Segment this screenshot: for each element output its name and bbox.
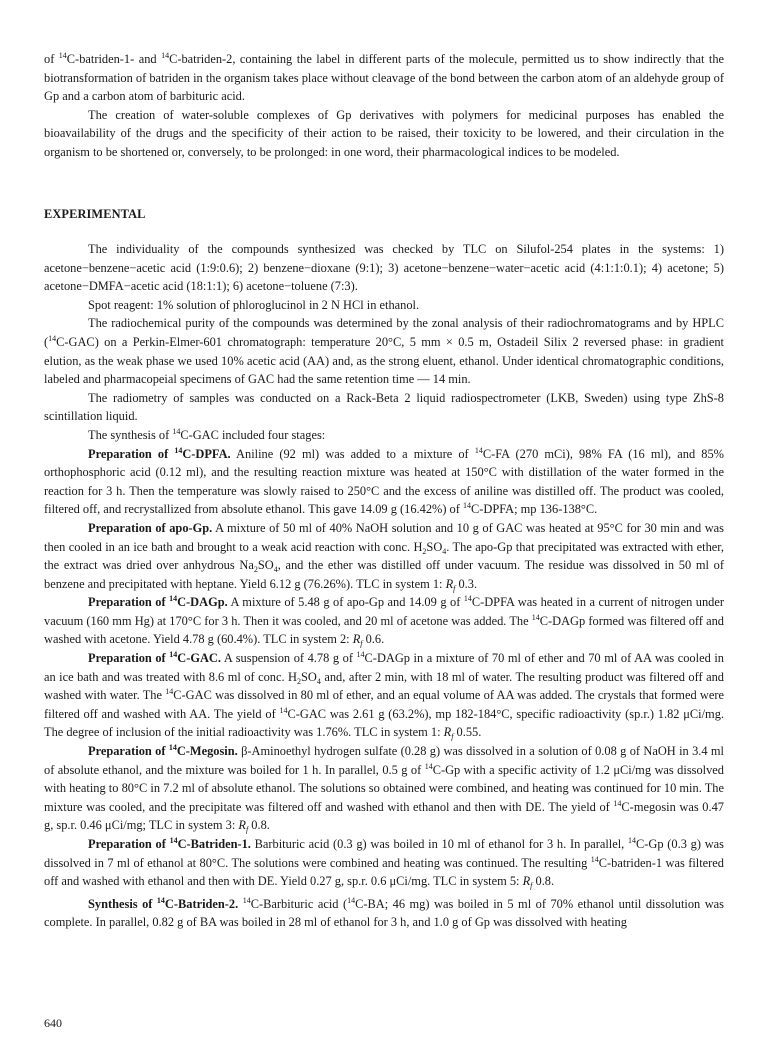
text: C-Batriden-2. bbox=[164, 896, 239, 911]
subheading bbox=[88, 651, 221, 665]
text: C-DPFA. bbox=[182, 446, 231, 461]
isotope-superscript: 14 bbox=[424, 761, 433, 771]
paragraph bbox=[44, 50, 724, 106]
paragraph-megosin bbox=[44, 742, 724, 835]
text: SO bbox=[257, 558, 274, 573]
text: . The apo-Gp that precipitated was extracted with ether, the extract was dried over anhydrous Na bbox=[44, 539, 725, 573]
subheading bbox=[88, 897, 238, 911]
isotope-superscript: 14 bbox=[628, 836, 636, 845]
text: C-Batriden-1. bbox=[177, 837, 251, 851]
text: A mixture of 5.48 g of apo-Gp and 14.09 g of bbox=[227, 595, 464, 610]
paragraph-gac bbox=[44, 649, 724, 742]
text: 0.6. bbox=[362, 632, 385, 647]
subscript: f bbox=[451, 732, 454, 742]
subscript: f bbox=[245, 825, 249, 835]
isotope-superscript: 14 bbox=[165, 687, 174, 697]
text: C-GAC was 2.61 g (63.2%), mp 182-184°C, specific radioactivity (sp.r.) 1.82 μCi/mg. The degree of inclusion of the initial radioactivity was 1.76%. TLC in system 1: bbox=[44, 706, 724, 740]
text: C-GAC was dissolved in 80 ml of ether, and an equal volume of AA was added. The crystals that formed were filtered off and washed with AA. The yield of bbox=[44, 688, 724, 721]
text: 0.8. bbox=[248, 818, 270, 833]
isotope-superscript: 14 bbox=[169, 836, 178, 845]
paragraph: The individuality of the compounds synthesized was checked by TLC on Silufol-254 plates in the systems: 1) acetone−benzene−acetic acid (1:9:0.6); 2) benzene−dioxane (9:1); 3) acetone−benzene−water−acetic acid (4:1:1:0.1); 4) acetone; 5) acetone−DMFA−acetic acid (18:1:1); 6) acetone−toluene (7:3). bbox=[44, 242, 724, 294]
isotope-superscript: 14 bbox=[168, 743, 177, 753]
subscript: f bbox=[530, 881, 533, 891]
text: of bbox=[44, 52, 59, 66]
text: C-BA; 46 mg) was boiled in 5 ml of 70% ethanol until dissolution was complete. In parallel, 0.82 g of BA was boiled in 28 ml of ethanol for 3 h, and 1.0 g of Gp was dissolved with heating bbox=[44, 896, 724, 930]
paragraph-batriden-2 bbox=[44, 895, 724, 932]
subheading bbox=[88, 447, 231, 461]
subheading bbox=[88, 837, 251, 851]
paragraph-dagp bbox=[44, 593, 724, 649]
text: C-batriden-2, containing the label in different parts of the molecule, permitted us to show indirectly that the biotransformation of batriden in the organism takes place without cleavage of the bond between the carbon atom of an aldehyde group of Gp and a carbon atom of barbituric acid. bbox=[44, 52, 725, 104]
text: C-Gp with a specific activity of 1.2 μCi/mg was dissolved with heating to 80°C in 7.2 ml of absolute ethanol. The solutions so obtained were combined, and heating was continued for 10 min. The mixture was cooled, and the precipitate was filtered off and washed with ethanol and then with DE. The yield of bbox=[44, 762, 724, 814]
text: C-GAC included four stages: bbox=[180, 427, 326, 442]
subscript: f bbox=[453, 583, 456, 593]
experimental-section bbox=[44, 240, 724, 932]
text: SO bbox=[301, 669, 317, 684]
subheading: Preparation of apo-Gp. bbox=[88, 520, 213, 535]
text: C-DAGp. bbox=[177, 595, 228, 610]
text: Aniline (92 ml) was added to a mixture of bbox=[230, 446, 475, 461]
text: 0.55. bbox=[453, 725, 482, 740]
text: and, after 2 min, with 18 ml of water. The resulting product was filtered off and washed with water. The bbox=[44, 669, 724, 703]
subscript: f bbox=[360, 639, 363, 649]
subscript: 4 bbox=[316, 676, 321, 686]
text: C-DAGp formed was filtered off and washed with acetone. Yield 4.78 g (60.4%). TLC in system 2: bbox=[44, 613, 724, 647]
text: The radiochemical purity of the compounds was determined by the zonal analysis of their radiochromatograms and by HPLC ( bbox=[44, 316, 724, 349]
subscript: 2 bbox=[253, 565, 258, 575]
paragraph bbox=[44, 314, 724, 388]
subscript: 2 bbox=[422, 546, 427, 556]
isotope-superscript: 14 bbox=[48, 333, 57, 343]
isotope-superscript: 14 bbox=[531, 612, 540, 622]
subscript: 2 bbox=[297, 676, 302, 686]
rf-symbol: R bbox=[352, 632, 361, 647]
text: C-batriden-1 was filtered off and washed with ethanol and then with DE. Yield 0.27 g, sp.r. 0.6 μCi/mg. TLC in system 5: bbox=[44, 855, 724, 889]
rf-symbol: R bbox=[522, 874, 531, 889]
text: Preparation of bbox=[88, 595, 170, 610]
text: 0.3. bbox=[455, 576, 478, 591]
isotope-superscript: 14 bbox=[590, 854, 599, 864]
isotope-superscript: 14 bbox=[169, 650, 178, 660]
paragraph: The creation of water-soluble complexes of Gp derivatives with polymers for medicinal purposes has enabled the bioavailability of the drugs and the specificity of their action to be raised, their toxicity to be lowered, and their circulation in the organism to be shortened or, conversely, to be prolonged: in one word, their pharmacological indices to be modeled. bbox=[44, 107, 724, 159]
intro-text bbox=[44, 50, 724, 162]
isotope-superscript: 14 bbox=[58, 51, 67, 60]
paragraph-batriden-1 bbox=[44, 835, 724, 891]
paragraph-apogp bbox=[44, 519, 724, 593]
text: The synthesis of bbox=[88, 427, 173, 442]
subscript: 4 bbox=[273, 565, 278, 575]
subscript: 4 bbox=[442, 546, 447, 556]
paragraph-dpfa bbox=[44, 445, 724, 519]
text: C-FA (270 mCi), 98% FA (16 ml), and 85% orthophosphoric acid (0.12 ml), and the resulting reaction mixture was heated at 150°C with distillation of the water formed in the reaction for 3 h. Then the temperature was slowly raised to 250°C and the excess of aniline was distilled off. The product was cooled, filtered off, and recrystallized from absolute ethanol. This gave 14.09 g (16.42%) of bbox=[44, 446, 724, 517]
isotope-superscript: 14 bbox=[613, 798, 622, 808]
text: C-DPFA was heated in a current of nitrogen under vacuum (160 mm Hg) at 170°C for 3 h. Then it was cooled, and 20 ml of acetone was added. The bbox=[44, 595, 724, 628]
paragraph: Spot reagent: 1% solution of phloroglucinol in 2 N HCl in ethanol. bbox=[88, 297, 420, 312]
isotope-superscript: 14 bbox=[463, 594, 472, 604]
isotope-superscript: 14 bbox=[462, 501, 471, 511]
text: β-Aminoethyl hydrogen sulfate (0.28 g) was dissolved in a solution of 0.08 g of NaOH in 3.4 ml of absolute ethanol, and the mixture was boiled for 1 h. In parallel, 0.5 g of bbox=[44, 744, 724, 777]
subheading bbox=[88, 595, 228, 609]
isotope-superscript: 14 bbox=[474, 445, 483, 455]
text: A mixture of 50 ml of 40% NaOH solution and 10 g of GAC was heated at 95°C for 30 min and was then cooled in an ice bath and brought to a weak acid reaction with conc. H bbox=[44, 520, 724, 554]
text: 0.8. bbox=[532, 874, 555, 889]
text: Synthesis of bbox=[88, 896, 157, 911]
text: C-Barbituric acid ( bbox=[250, 896, 348, 911]
text: SO bbox=[426, 539, 443, 554]
section-heading: EXPERIMENTAL bbox=[44, 207, 146, 221]
isotope-superscript: 14 bbox=[156, 895, 165, 905]
isotope-superscript: 14 bbox=[169, 594, 178, 604]
paragraph: The radiometry of samples was conducted on a Rack-Beta 2 liquid radiospectrometer (LKB, Sweden) using type ZhS-8 scintillation liquid. bbox=[44, 390, 724, 424]
text: C-DPFA; mp 136-138°C. bbox=[470, 502, 598, 517]
text: C-Gp (0.3 g) was dissolved in 7 ml of ethanol at 80°C. The solutions were combined and heating was continued. The resulting bbox=[44, 837, 724, 870]
text: C-batriden-1- and bbox=[66, 52, 162, 66]
isotope-superscript: 14 bbox=[356, 650, 365, 660]
text: , and the ether was distilled off under vacuum. The residue was dissolved in 50 ml of benzene and precipitated with heptane. Yield 6.12 g (76.26%). TLC in system 1: bbox=[44, 558, 724, 591]
subheading bbox=[88, 744, 238, 758]
text: Preparation of bbox=[88, 837, 170, 851]
text: Barbituric acid (0.3 g) was boiled in 10 ml of ethanol for 3 h. In parallel, bbox=[250, 837, 628, 851]
isotope-superscript: 14 bbox=[172, 426, 181, 436]
rf-symbol: R bbox=[443, 725, 452, 740]
isotope-superscript: 14 bbox=[161, 51, 170, 60]
text: C-megosin was 0.47 g, sp.r. 0.46 μCi/mg; TLC in system 3: bbox=[44, 799, 724, 833]
text: C-GAC) on a Perkin-Elmer-601 chromatograph: temperature 20°C, 5 mm × 0.5 m, Ostadeil Silix 2 reversed phase: in gradient elution, as the weak phase we used 10% acetic acid (AA) and, as the strong eluent, ethanol. Under identical chromatographic conditions, labeled and pharmacopeial specimens of GAC had the same retention time — 14 min. bbox=[44, 334, 724, 387]
isotope-superscript: 14 bbox=[279, 705, 288, 715]
text: C-DAGp in a mixture of 70 ml of ether and 70 ml of AA was cooled in an ice bath and was treated with 8.6 ml of conc. H bbox=[44, 651, 724, 684]
paragraph bbox=[44, 426, 724, 445]
text: C-Megosin. bbox=[176, 744, 238, 759]
page-number: 640 bbox=[44, 1016, 62, 1030]
isotope-superscript: 14 bbox=[174, 445, 183, 455]
text: A suspension of 4.78 g of bbox=[220, 651, 357, 666]
isotope-superscript: 14 bbox=[347, 895, 356, 905]
text: Preparation of bbox=[88, 651, 170, 666]
text: Preparation of bbox=[88, 446, 175, 461]
text: C-GAC. bbox=[177, 651, 221, 666]
text: Preparation of bbox=[88, 744, 169, 759]
rf-symbol: R bbox=[445, 576, 454, 591]
isotope-superscript: 14 bbox=[242, 895, 251, 905]
rf-symbol: R bbox=[238, 818, 246, 833]
